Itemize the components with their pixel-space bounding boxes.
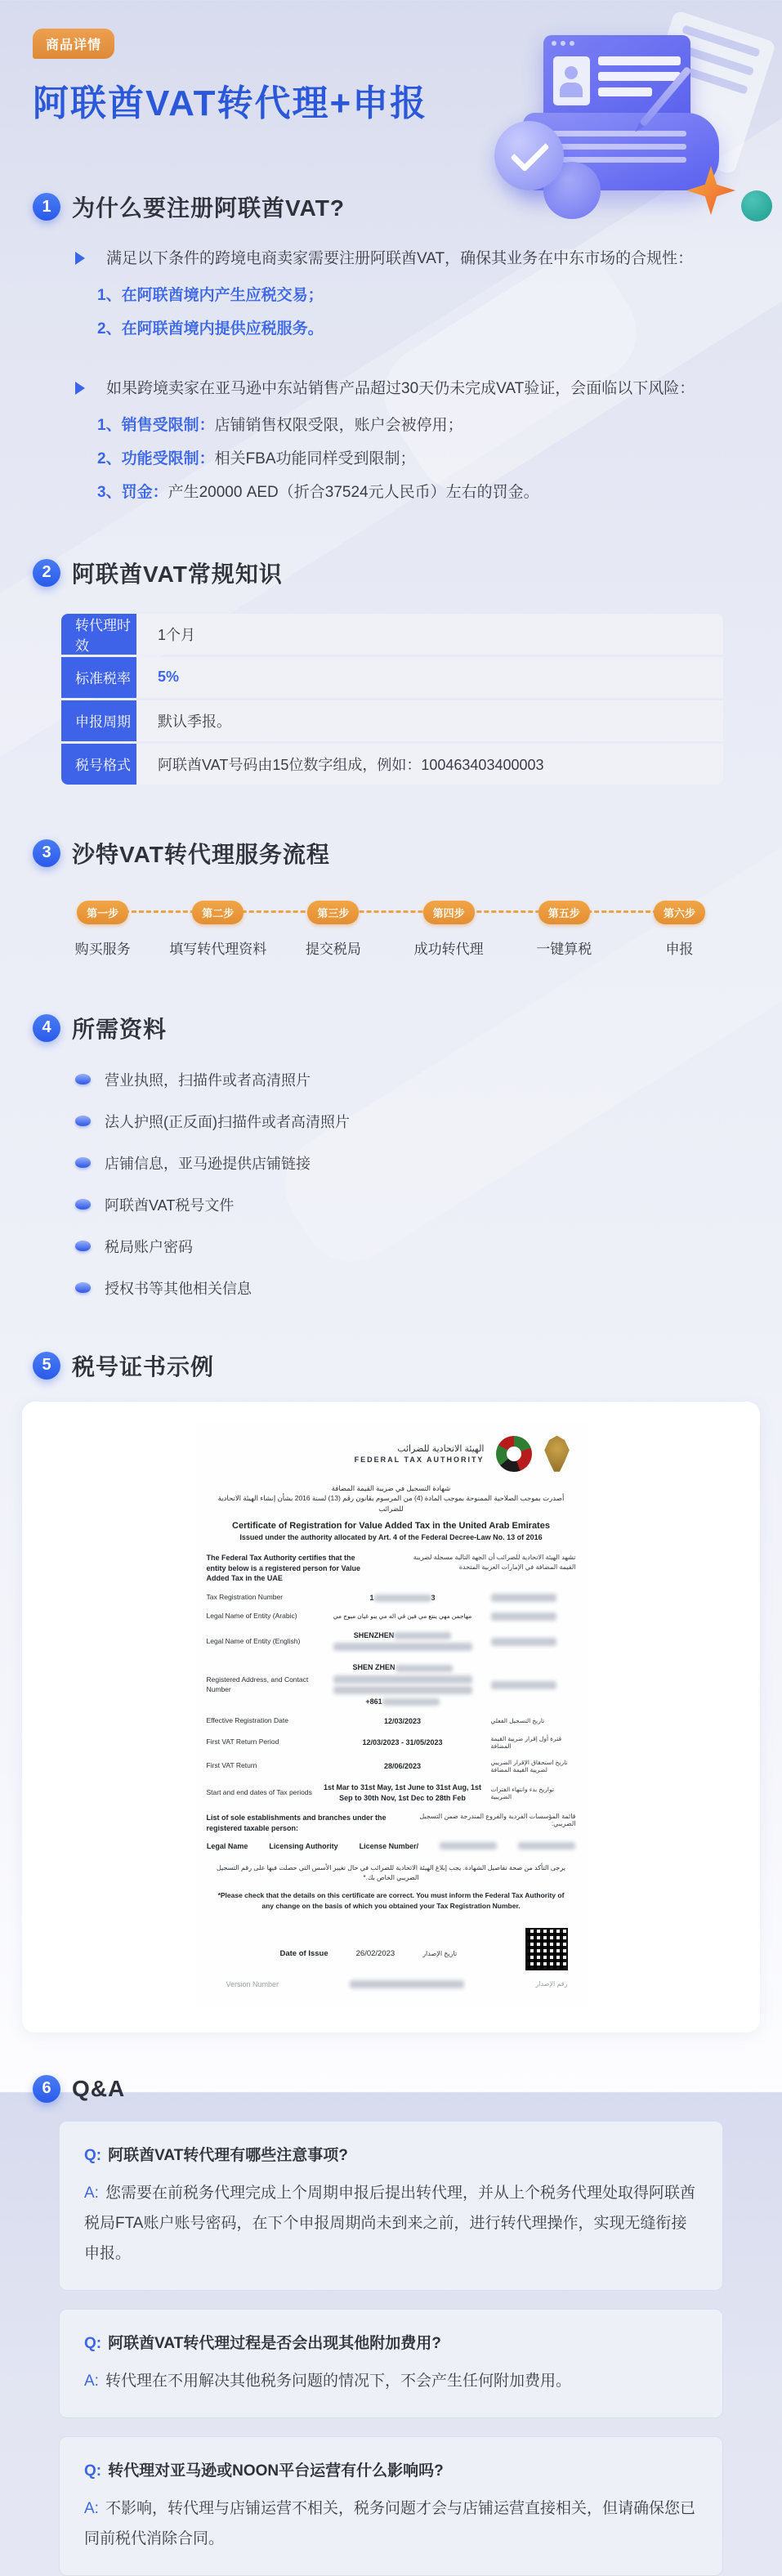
section-header [0,837,782,870]
certificate-row [207,1612,576,1621]
field-arabic: تواريخ بدء وانتهاء الفترات الضريبية [490,1785,554,1800]
triangle-bullet-icon [75,382,95,395]
risk-label: 2、功能受限制： [97,450,215,468]
dome-bullet-icon [75,1241,91,1251]
section-number-badge: 4 [33,1014,60,1042]
q-prefix: Q: [84,2146,102,2164]
qa-card [59,2309,723,2418]
list-item [75,1194,782,1215]
field-label: Legal Name of Entity (English) [206,1637,301,1646]
certificate-row [207,1759,576,1773]
risk-item [97,413,749,438]
section-header [0,557,782,589]
answer [84,2493,698,2554]
redacted-blur [491,1638,556,1646]
branch-col-licensing-authority: Licensing Authority [269,1841,338,1850]
field-label: Start and end dates of Tax periods [206,1788,312,1797]
certificate-row [207,1593,576,1603]
list-item [75,1111,782,1132]
section-title: 为什么要注册阿联酋VAT? [72,195,345,221]
qa-card [59,2436,723,2576]
date-of-issue-value: 26/02/2023 [355,1948,395,1958]
answer [84,2178,698,2269]
process-step [507,901,622,958]
row-value: 1个月 [136,614,723,655]
check-circle-icon [494,121,564,190]
certificate-arabic-subheading: أصدرت بموجب الصلاحية الممنوحة بموجب المادة (4) من المرسوم بقانون رقم (13) لسنة 2016 بشأن إنشاء الهيئة الاتحادية للضرائب [217,1494,565,1514]
a-prefix: A: [84,2499,99,2517]
field-value: 12/03/2023 - 31/05/2023 [362,1737,443,1746]
field-value: 12/03/2023 [383,1716,422,1725]
contact-phone-prefix: +861 [365,1697,382,1706]
step-badge: 第四步 [423,901,475,924]
triangle-bullet-icon [75,252,95,265]
q-prefix: Q: [84,2334,102,2352]
redacted-blur [491,1681,556,1689]
a-prefix: A: [84,2184,99,2202]
legal-name-english-2: SHEN ZHEN [352,1663,395,1672]
page-title: 阿联酋VAT转代理+申报 [33,83,428,123]
list-item-text: 阿联酋VAT税号文件 [105,1196,235,1214]
list-item [75,1236,782,1257]
list-item-text: 法人护照(正反面)扫描件或者高清照片 [105,1113,350,1130]
process-step [160,901,275,958]
qa-card [59,2121,723,2291]
certificate-row [207,1630,576,1654]
required-documents-list [75,1069,782,1299]
step-badge: 第五步 [538,901,590,924]
dome-bullet-icon [75,1282,91,1293]
table-row [61,700,723,741]
process-steps [45,901,737,958]
branch-heading-en: List of sole establishments and branches under the registered taxable person: [206,1813,387,1832]
step-label: 提交税局 [305,941,361,957]
process-step [391,901,507,958]
section-title: 阿联酋VAT常规知识 [72,561,283,587]
question [84,2458,698,2480]
qr-code [525,1928,568,1970]
section-service-process [0,837,782,958]
list-item [75,1277,782,1299]
process-step [45,901,160,958]
section-title: 沙特VAT转代理服务流程 [72,841,330,867]
section-title: 税号证书示例 [72,1353,215,1380]
field-arabic: تاريخ استحقاق الإقرار الضريبي لضريبة القيمة المضافة [490,1759,568,1774]
certificate-arabic-heading: شهادة التسجيل في ضريبة القيمة المضافة [331,1483,451,1492]
section-number-badge: 2 [33,559,60,587]
certificate-arabic-note: يرجى التأكد من صحة تفاصيل الشهادة. يجب إبلاغ الهيئة الاتحادية للضرائب في حال تغيير الأسس التي حصلت فيها على رقم التسجيل الضريبي الخاص بك.* [216,1863,565,1882]
legal-name-english: SHENZHEN [353,1630,395,1639]
version-number-label: Version Number [226,1979,279,1988]
field-label: Legal Name of Entity (Arabic) [206,1612,297,1621]
row-value: 阿联酋VAT号码由15位数字组成，例如：100463403400003 [136,744,723,785]
legal-name-arabic: مهاجمن مهي ينتع مي فين في اله مي يبو غيان ميوج مي [333,1612,472,1620]
field-label: First VAT Return [206,1761,257,1770]
question-text: 阿联酋VAT转代理过程是否会出现其他附加费用? [108,2334,441,2352]
redacted-blur [394,1632,451,1639]
section-vat-knowledge [0,557,782,785]
list-item-text: 授权书等其他相关信息 [105,1280,252,1297]
hero-illustration [494,15,772,293]
branch-col-license-number: License Number/ [359,1841,419,1850]
fta-english-name: FEDERAL TAX AUTHORITY [354,1456,485,1465]
dome-bullet-icon [75,1157,91,1168]
uae-emblem-icon [543,1436,571,1472]
hero-header [0,0,782,143]
redacted-blur [350,1980,464,1988]
redacted-blur [440,1842,497,1849]
step-label: 购买服务 [74,941,131,957]
step-label: 成功转代理 [413,941,484,957]
field-label: Registered Address, and Contact Number [206,1675,309,1693]
row-label: 转代理时效 [61,614,136,655]
dome-bullet-icon [75,1199,91,1210]
section-header [0,1349,782,1382]
row-label: 税号格式 [61,744,136,785]
section-header [0,1012,782,1044]
row-value: 5% [136,657,723,698]
intro-text: 如果跨境卖家在亚马逊中东站销售产品超过30天仍未完成VAT验证，会面临以下风险： [106,380,695,398]
section-number-badge: 3 [33,839,60,867]
answer-text: 转代理在不用解决其他税务问题的情况下，不会产生任何附加费用。 [105,2372,571,2390]
list-item-text: 税局账户密码 [105,1238,193,1255]
product-detail-badge: 商品详情 [33,29,114,59]
process-step [622,901,737,958]
row-label: 标准税率 [61,657,136,698]
certificate-paper [195,1423,588,2008]
field-arabic: فترة أول إقرار ضريبة القيمة المضافة [490,1735,562,1751]
certificate-note: *Please check that the details on this certificate are correct. You must inform the Federal Tax Authority of any change on the basis of which you obtained your Tax Registration Number. [217,1891,565,1910]
redacted-blur [374,1594,431,1602]
answer-text: 您需要在前税务代理完成上个周期申报后提出转代理，并从上个税务代理处取得阿联酋税局FTA账户账号密码，在下个申报周期尚未到来之前，进行转代理操作，实现无缝衔接申报。 [84,2184,695,2262]
a-prefix: A: [84,2372,99,2390]
step-badge: 第一步 [77,901,128,924]
risk-text: 产生20000 AED（折合37524元人民币）左右的罚金。 [168,484,539,502]
row-label: 申报周期 [61,700,136,741]
condition-item: 1、在阿联酋境内产生应税交易； [97,286,324,304]
section-title: 所需资料 [72,1016,168,1042]
list-item [75,1069,782,1090]
field-label: Tax Registration Number [206,1593,284,1602]
redacted-blur [491,1612,556,1621]
trn-prefix: 1 [369,1593,374,1602]
field-label: First VAT Return Period [206,1737,279,1746]
step-badge: 第六步 [654,901,705,924]
step-label: 申报 [665,941,694,957]
row-value: 默认季报。 [136,700,723,741]
condition-item: 2、在阿联酋境内提供应税服务。 [97,320,324,338]
step-label: 填写转代理资料 [169,941,267,957]
field-label: Effective Registration Date [206,1716,288,1725]
table-row [61,657,723,698]
avatar [553,56,590,105]
certificate-row [207,1662,576,1706]
certificate-row [207,1716,576,1727]
section-certificate-sample [0,1349,782,2033]
bullet-row [75,378,749,401]
section-required-documents [0,1012,782,1299]
certificate-row [207,1735,576,1750]
teal-ball-icon [741,190,772,221]
version-number-arabic: رقم الإصدار [535,1980,568,1988]
step-label: 一键算税 [536,941,592,957]
redacted-blur [333,1643,472,1651]
step-badge: 第二步 [192,901,244,924]
risk-text: 店铺销售权限受限，账户会被停用； [214,416,463,434]
field-value: 28/06/2023 [383,1761,422,1770]
list-item-text: 店铺信息，亚马逊提供店铺链接 [105,1155,311,1172]
section-number-badge: 6 [33,2075,60,2103]
redacted-blur [518,1842,575,1849]
question-text: 阿联酋VAT转代理有哪些注意事项? [108,2146,348,2164]
list-item [75,1152,782,1174]
branch-heading-ar: قائمة المؤسسات الفردية والفروع المندرجة ضمن التسجيل الضريبي: [419,1813,576,1828]
table-row [61,744,723,785]
redacted-blur [333,1675,472,1684]
fta-arabic-name: الهيئة الاتحادية للضرائب [397,1444,485,1455]
risk-text: 相关FBA功能同样受到限制； [214,450,416,468]
risk-item [97,446,749,472]
redacted-blur [333,1686,472,1694]
table-row [61,614,723,655]
certificate-title: Certificate of Registration for Value Added Tax in the United Arab Emirates [232,1520,550,1531]
certify-statement-en: The Federal Tax Authority certifies that the entity below is a registered person for Value Added Tax in the UAE [206,1553,361,1583]
intro-text: 满足以下条件的跨境电商卖家需要注册阿联酋VAT，确保其业务在中东市场的合规性： [106,250,694,267]
certificate-card [22,1402,760,2033]
section-number-badge: 5 [33,1352,60,1380]
dome-bullet-icon [75,1116,91,1126]
date-of-issue-arabic: تاريخ الإصدار [422,1949,458,1957]
vat-info-table [61,614,723,785]
date-of-issue-label: Date of Issue [279,1948,328,1958]
certify-statement-ar: تشهد الهيئة الاتحادية للضرائب أن الجهة التالية مسجلة لضريبة القيمة المضافة في الإمارات العربية المتحدة [413,1553,576,1571]
q-prefix: Q: [84,2462,102,2480]
answer [84,2366,698,2396]
section-header [0,2075,782,2103]
field-arabic: تاريخ التسجيل الفعلي [490,1717,545,1725]
question-text: 转代理对亚马逊或NOON平台运营有什么影响吗? [108,2462,444,2480]
redacted-blur [382,1698,440,1706]
fta-logo-icon [496,1436,532,1472]
list-item-text: 营业执照，扫描件或者高清照片 [105,1071,311,1089]
field-value: 1st Mar to 31st May, 1st June to 31st Aug, 1st Sep to 30th Nov, 1st Dec to 28th Feb [323,1783,482,1802]
certificate-subtitle: Issued under the authority allocated by Art. 4 of the Federal Decree-Law No. 13 of 2016 [239,1532,543,1541]
redacted-blur [395,1665,453,1672]
risk-label: 3、罚金： [97,484,168,502]
certificate-row [207,1782,576,1803]
section-qa [0,2075,782,2576]
risk-item [97,480,749,505]
risk-label: 1、销售受限制： [97,416,215,434]
question [84,2331,698,2353]
dome-bullet-icon [75,1074,91,1085]
section-number-badge: 1 [33,193,60,221]
answer-text: 不影响，转代理与店铺运营不相关，税务问题才会与店铺运营直接相关，但请确保您已同前税代消除合同。 [84,2499,695,2547]
section-title: Q&A [72,2075,126,2101]
redacted-blur [491,1594,556,1602]
step-badge: 第三步 [307,901,359,924]
branch-col-legal-name: Legal Name [206,1841,248,1850]
process-step [275,901,391,958]
trn-suffix: 3 [431,1593,436,1602]
question [84,2143,698,2165]
